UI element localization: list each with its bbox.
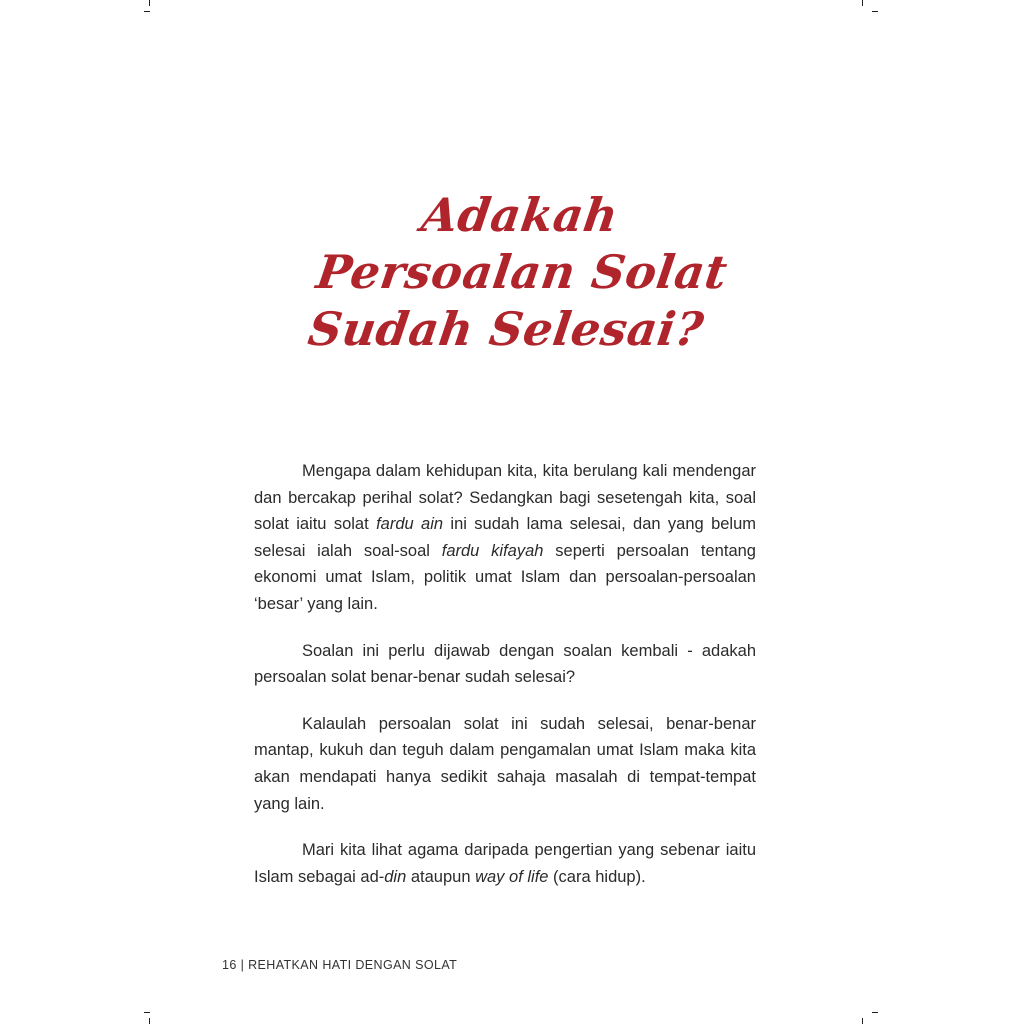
chapter-title-line-2: Persoalan Solat — [313, 245, 731, 299]
crop-mark-top-left-h — [144, 11, 150, 12]
paragraph-1-text: Mengapa dalam kehidupan kita, kita berulang kali mendengar dan bercakap perihal solat? Sedangkan bagi sesetengah kita, soal solat iaitu solat — [254, 462, 756, 534]
running-footer — [222, 958, 457, 972]
crop-mark-top-right-h — [872, 11, 878, 12]
crop-mark-top-right — [862, 0, 863, 6]
paragraph-1-text: ini sudah lama selesai, dan yang belum selesai ialah soal-soal — [254, 515, 757, 560]
term-fardu-ain: fardu ain — [376, 515, 444, 534]
paragraph-1-text: seperti persoalan tentang ekonomi umat Islam, politik umat Islam dan persoalan-persoalan ‘besar’ yang lain. — [254, 541, 756, 613]
crop-mark-bottom-right — [862, 1018, 863, 1024]
crop-mark-top-left — [149, 0, 150, 6]
paragraph-4-text: Mari kita lihat agama daripada pengertian yang sebenar iaitu Islam sebagai ad- — [254, 841, 756, 886]
chapter-title-line-1: Adakah — [418, 188, 622, 242]
term-fardu-kifayah: fardu kifayah — [441, 541, 544, 560]
paragraph-4-text: ataupun — [406, 867, 476, 886]
paragraph-3 — [254, 711, 756, 817]
chapter-title-line-3: Sudah Selesai? — [304, 302, 708, 356]
page-number: 16 — [222, 958, 237, 972]
paragraph-4 — [254, 837, 756, 890]
paragraph-1 — [254, 458, 756, 618]
body-text — [254, 458, 756, 910]
term-din: din — [384, 867, 407, 886]
paragraph-4-text: (cara hidup). — [548, 867, 646, 886]
footer-separator: | — [240, 958, 245, 972]
crop-mark-bottom-left-h — [144, 1012, 150, 1013]
paragraph-2-text: Soalan ini perlu dijawab dengan soalan kembali - adakah persoalan solat benar-benar sudah selesai? — [254, 641, 756, 687]
book-title: REHATKAN HATI DENGAN SOLAT — [248, 958, 458, 972]
crop-mark-bottom-right-h — [872, 1012, 878, 1013]
term-way-of-life: way of life — [475, 867, 549, 886]
paragraph-2 — [254, 638, 756, 691]
crop-mark-bottom-left — [149, 1018, 150, 1024]
paragraph-3-text: Kalaulah persoalan solat ini sudah selesai, benar-benar mantap, kukuh dan teguh dalam pengamalan umat Islam maka kita akan mendapati hanya sedikit sahaja masalah di tempat-tempat yang lain. — [254, 714, 756, 813]
